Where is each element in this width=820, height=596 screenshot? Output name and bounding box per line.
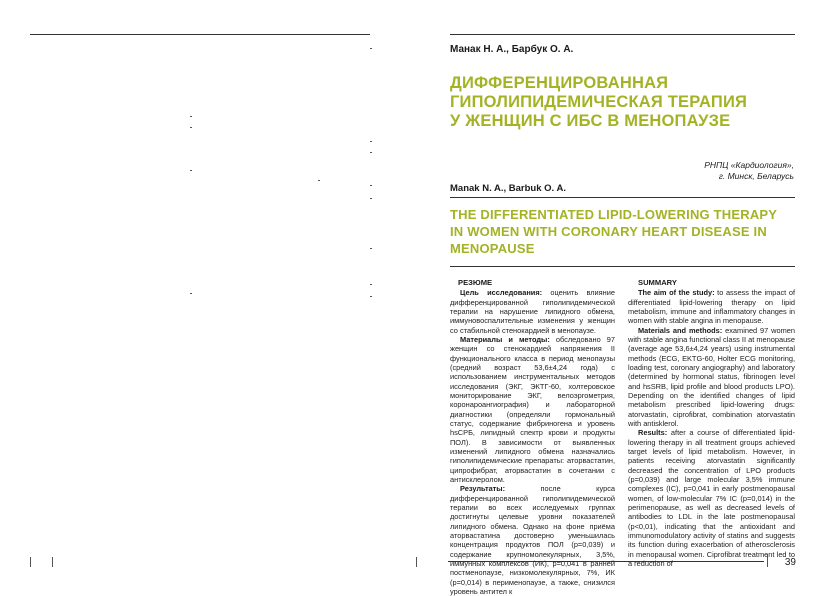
left-page-mark [190,170,192,171]
methods-label-ru: Материалы и методы: [460,334,550,344]
article-title-en [450,206,800,257]
authors-ru: Манак Н. А., Барбук О. А. [450,44,574,55]
left-page-mark [318,180,320,181]
abstract-en [628,278,795,568]
crop-tick [30,557,31,567]
aim-text-ru: оценить влияние дифференцированной гиполипидемической терапии на нарушение липидного обмена, иммуновоспалительные изменения у женщин со стабильной стенокардией в менопаузе. [450,288,615,335]
abstract-results-ru [450,484,615,596]
affiliation-line: г. Минск, Беларусь [718,171,794,181]
header-top-rule [450,34,795,35]
results-label-en: Results: [638,428,668,438]
left-page-mark [190,293,192,294]
abstract-aim-ru [450,288,615,335]
left-page-mark [370,141,372,142]
title-en-line: MENOPAUSE [450,241,535,256]
left-page-mark [370,284,372,285]
affiliation-line: РНПЦ «Кардиология», [704,160,794,170]
methods-text-en: examined 97 women with stable angina functional class II at menopause (average age 53,6±4,24 years) using instrumental methods (ECG, EKTG-60, Holter ECG monitoring, loading test, coronary angiography) and laboratory (determined by hormonal status, fibrinogen level and hsSRB, lipid profile and blood products LPO). Depending on the identified changes of lipid metabolism prescribed lipid-lowering drugs: atorvastatin, ciprofibrat, combination atorvastatin with antisklerol. [628,325,795,428]
methods-text-ru: обследовано 97 женщин со стенокардией напряжения II функционального класса в период менопаузы (средний возраст 53,6±4,24 года) с использованием инструментальных методов исследования (ЭКГ, ЭКТГ-60, холтеровское мониторирование ЭКГ, велоэргометрия, коронароангиография) и лабораторной диагностики (определяли гормональный статус, содержание фибриногена и уровень hsСРБ, липидный спектр крови и продукты ПОЛ). В зависимости от выявленных изменений липидного обмена назначались гиполипидемические препараты: аторвастатин, ципрофибрат, аторвастатин в сочетании с антисклеролом. [450,334,615,484]
title-en-line: IN WOMEN WITH CORONARY HEART DISEASE IN [450,224,767,239]
title-ru-line: ДИФФЕРЕНЦИРОВАННАЯ [450,74,669,92]
english-title-bottom-rule [450,266,795,267]
left-page-mark [370,198,372,199]
aim-label-ru: Цель исследования: [460,288,543,298]
page-number: 39 [784,557,796,568]
title-en-line: THE DIFFERENTIATED LIPID-LOWERING THERAPY [450,207,778,222]
left-page-mark [190,127,192,128]
article-title-ru [450,74,790,131]
crop-tick [416,557,417,567]
abstract-results-en [628,428,795,568]
abstract-ru [450,278,615,596]
results-text-ru: после курса дифференцированной гиполипидемической терапии во всех исследуемых группах достигнуты целевые уровни показателей липидного обмена. Однако на фоне приёма аторвастатина достоверно уменьшилась концентрация продуктов ПОЛ (p=0,039) и содержание крупномолекулярных, 3,5%, иммунных комплексов (ИК), p=0,041 в ранней постменопаузе, низкомолекулярных, 7%, ИК (p=0,014) в перименопаузе, а также, снизился уровень антител к [450,484,615,596]
left-page-mark [370,248,372,249]
results-label-ru: Результаты: [460,484,506,494]
left-page-mark [370,185,372,186]
abstract-heading-en: SUMMARY [638,278,677,287]
crop-tick [52,557,53,567]
left-page-mark [370,48,372,49]
abstract-methods-en [628,326,795,429]
left-page-mark [370,296,372,297]
russian-section-bottom-rule [450,197,795,198]
abstract-heading-ru: РЕЗЮМЕ [458,278,493,287]
results-text-en: after a course of differentiated lipid-lowering therapy in all treatment groups achieved target levels of lipid metabolism. However, in patients receiving atorvastatin significantly decreased the concentration of LPO products (p=0,039) and large molecular 3,5% immune complexes (IC), p=0,041 in early postmenopausal women, of low-molecular 7% IC (p=0,014) in the perimenopause, as well as decreased levels of antibodies to LDL in the late postmenopausal (p<0,01), indicating that the antioxidant and immunomodulatory activity of statins and suggests its function during exacerbation of atherosclerosis in menopausal women. Ciprofibrat treatment led to a reduction of [628,428,795,568]
title-ru-line: У ЖЕНЩИН С ИБС В МЕНОПАУЗЕ [450,112,731,130]
affiliation [594,160,794,182]
aim-text-en: to assess the impact of differentiated lipid-lowering therapy on lipid metabolism, immune and inflammatory changes in women with stable angina in menopause. [628,288,795,326]
left-page-mark [190,116,192,117]
authors-en: Manak N. A., Barbuk O. A. [450,183,566,194]
abstract-aim-en [628,288,795,325]
left-page-top-rule [30,34,370,35]
aim-label-en: The aim of the study: [638,288,715,298]
left-page-mark [370,152,372,153]
title-ru-line: ГИПОЛИПИДЕМИЧЕСКАЯ ТЕРАПИЯ [450,93,748,111]
abstract-methods-ru [450,335,615,484]
methods-label-en: Materials and methods: [638,325,723,335]
